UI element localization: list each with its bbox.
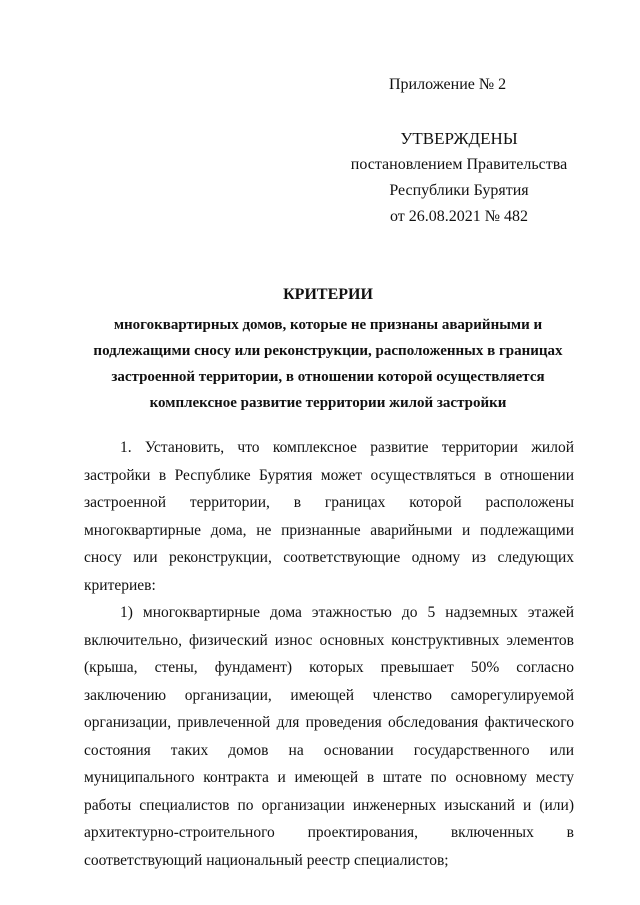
approved-label: УТВЕРЖДЕНЫ — [400, 129, 518, 148]
approved-by-line-2: Республики Бурятия — [389, 182, 529, 199]
document-body — [84, 434, 574, 874]
paragraph-1: 1. Установить, что комплексное развитие территории жилой застройки в Республике Бурятия может осуществляться в отношении застроенной территории, в границах которой расположены многоквартирные дома, не признанные аварийными и подлежащими сносу или реконструкции, соответствующие одному из следующих критериев: — [84, 439, 574, 594]
approved-by-line-1: постановлением Правительства — [350, 156, 568, 173]
document-title: КРИТЕРИИ — [283, 286, 373, 303]
appendix-label: Приложение № 2 — [389, 76, 507, 93]
document-subtitle: многоквартирных домов, которые не признаны аварийными и подлежащими сносу или реконструкции, расположенных в границах застроенной территории, в отношении которой осуществляется комплексное развитие территории жилой застройки — [93, 317, 563, 411]
criterion-item-1: 1) многоквартирные дома этажностью до 5 надземных этажей включительно, физический износ основных конструктивных элементов (крыша, стены, фундамент) которых превышает 50% согласно заключению организации, имеющей членство саморегулируемой организации, привлеченной для проведения обследования фактического состояния таких домов на основании государственного или муниципального контракта и имеющей в штате по основному месту работы специалистов по организации инженерных изысканий и (или) архитектурно-строительного проектирования, включенных в соответствующий национальный реестр специалистов; — [84, 604, 574, 869]
approval-block — [339, 126, 579, 230]
document-heading — [72, 284, 584, 416]
approved-date-line: от 26.08.2021 № 482 — [389, 208, 529, 225]
